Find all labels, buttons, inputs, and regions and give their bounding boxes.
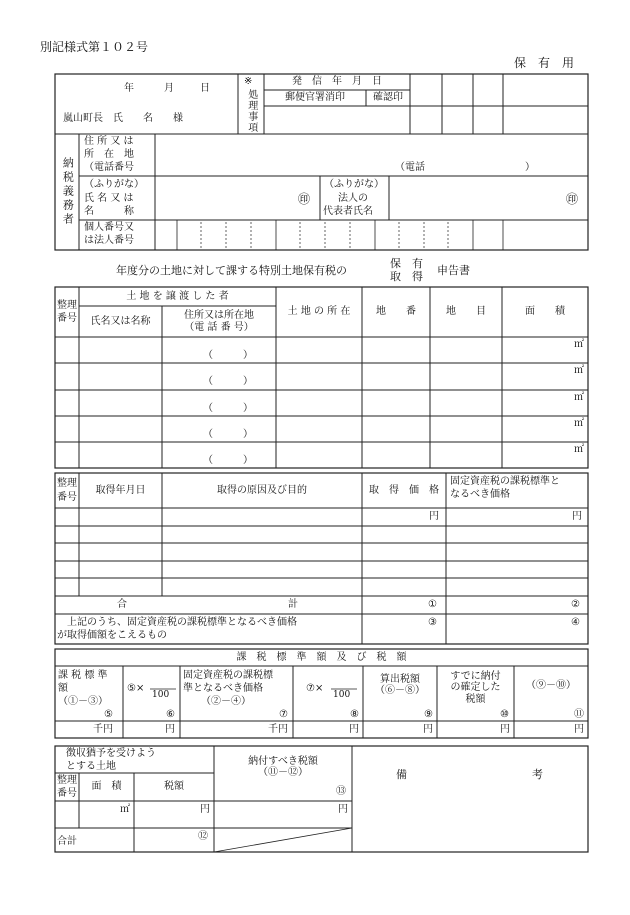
- num-5: ⑤: [104, 709, 113, 720]
- form-number: 別記様式第１０２号: [40, 40, 149, 54]
- title-alt-bottom: 取 得: [390, 270, 423, 283]
- bottom-yen-unit: 円: [200, 804, 210, 815]
- phone-paren: （ ）: [203, 350, 253, 361]
- seal-mark-2: ㊞: [566, 192, 579, 206]
- name-label-2: 名 称: [84, 206, 134, 217]
- send-date-label: 発 信 年 月 日: [292, 76, 382, 88]
- phone-paren: （ ）: [203, 403, 253, 414]
- num-9: ⑨: [424, 709, 433, 720]
- confirm-label: 確認印: [373, 92, 403, 104]
- title-suffix: 申告書: [437, 264, 470, 277]
- area-unit: ㎡: [574, 339, 584, 350]
- num-8: ⑧: [350, 709, 359, 720]
- transferor-address-header: 住所又は所在地 （電 話 番 号）: [184, 310, 254, 333]
- area-unit: ㎡: [574, 392, 584, 403]
- taxpayer-label: 納税義務者: [61, 157, 75, 227]
- copy-label: 保 有 用: [514, 56, 575, 70]
- num-13: ⑬: [336, 786, 346, 797]
- title-prefix: 年度分の土地に対して課する特別土地保有税の: [116, 264, 347, 277]
- day-label: 日: [200, 83, 210, 94]
- corp-furigana-label: （ふりがな）: [324, 179, 384, 190]
- seal-mark: ㊞: [298, 192, 311, 206]
- senen-unit: 千円: [93, 724, 113, 735]
- num-11: ⑪: [574, 709, 584, 720]
- location-header: 土 地 の 所 在: [287, 306, 351, 318]
- calc-tax-header: 算出税額 （⑥－⑧）: [375, 673, 425, 696]
- payable-yen-unit: 円: [338, 804, 348, 815]
- payable-tax-header: 納付すべき税額 （⑪－⑫）: [248, 755, 318, 778]
- bottom-tax-header: 税額: [164, 781, 184, 793]
- circled-4: ④: [571, 617, 580, 628]
- std-amount-header: 課 税 標 準 額 （①－③）: [58, 670, 108, 707]
- remarks-right: 考: [532, 768, 543, 781]
- lot-header: 地 番: [376, 306, 416, 318]
- calc-heading: 課 税 標 準 額 及 び 税 額: [236, 651, 407, 663]
- yen-unit: 円: [429, 511, 439, 522]
- hundred-7: 100: [333, 690, 351, 700]
- num-12: ⑫: [198, 831, 208, 842]
- proc-label: 処理事項: [245, 89, 257, 133]
- circled-1: ①: [428, 599, 437, 610]
- fixed-value-header: 固定資産税の課税標 準となるべき価格 （②－④）: [183, 670, 273, 707]
- rate-7: ⑦×: [306, 683, 324, 694]
- area-header: 面 積: [525, 306, 565, 318]
- exceed-text-1: 上記のうち、固定資産税の課税標準となるべき価格: [67, 617, 297, 628]
- bottom-no-header: 整理番号: [57, 775, 77, 799]
- circled-3: ③: [428, 617, 437, 628]
- yen-unit: 円: [349, 724, 359, 735]
- std-value-header: 固定資産税の課税標準と なるべき価格: [450, 476, 560, 500]
- recipient: 嵐山町長 氏 名 様: [63, 113, 183, 124]
- total-right: 計: [288, 599, 298, 610]
- yen-unit: 円: [574, 724, 584, 735]
- diff-header: （⑨－⑩）: [526, 680, 576, 692]
- address-label-3: （電話番号: [84, 162, 134, 173]
- remarks-left: 備: [396, 768, 407, 781]
- paid-tax-header: すでに納付 の確定した 税額: [450, 670, 501, 705]
- acq-date-header: 取得年月日: [95, 484, 146, 496]
- senen-unit: 千円: [268, 724, 288, 735]
- bottom-area-header: 面 積: [91, 781, 122, 793]
- acq-price-header: 取 得 価 格: [369, 484, 439, 496]
- category-header: 地 目: [446, 306, 486, 318]
- phone-paren: （ ）: [203, 429, 253, 440]
- postmark-label: 郵便官署消印: [285, 92, 345, 104]
- yen-unit: 円: [572, 511, 582, 522]
- area-unit: ㎡: [574, 418, 584, 429]
- yen-unit: 円: [165, 724, 175, 735]
- furigana-label: （ふりがな）: [84, 179, 144, 190]
- yen-unit: 円: [500, 724, 510, 735]
- yen-unit: 円: [423, 724, 433, 735]
- rate-5: ⑤×: [127, 683, 145, 694]
- phone-field[interactable]: （電話 ）: [395, 162, 535, 173]
- area-unit: ㎡: [574, 365, 584, 376]
- num-6: ⑥: [166, 709, 175, 720]
- num-7: ⑦: [279, 709, 288, 720]
- phone-paren: （ ）: [203, 376, 253, 387]
- bottom-m2-unit: ㎡: [120, 804, 130, 815]
- transferor-name-header: 氏名又は名称: [90, 315, 151, 327]
- transferor-header: 土 地 を 譲 渡 し た 者: [126, 290, 229, 302]
- address-label-1: 住 所 又 は: [84, 136, 134, 147]
- month-label: 月: [164, 83, 174, 94]
- acq-cause-header: 取得の原因及び目的: [217, 484, 307, 496]
- corp-label-2: 代表者氏名: [323, 206, 373, 217]
- address-label-2: 所 在 地: [84, 149, 134, 160]
- name-label-1: 氏 名 又 は: [84, 193, 134, 204]
- deferral-header: 徴収猶予を受けよう とする土地: [66, 748, 156, 772]
- total-label: 合計: [57, 836, 77, 847]
- total-left: 合: [117, 599, 127, 610]
- transfer-no-header: 整理番号: [57, 299, 77, 324]
- year-label: 年: [124, 83, 134, 94]
- exceed-text-2: が取得価額をこえるもの: [57, 630, 167, 641]
- phone-paren: （ ）: [203, 455, 253, 466]
- proc-mark: ※: [244, 76, 253, 87]
- title-alt-top: 保 有: [390, 257, 423, 270]
- hundred-5: 100: [152, 690, 170, 700]
- circled-2: ②: [571, 599, 580, 610]
- corp-label-1: 法人の: [338, 193, 368, 204]
- num-10: ⑩: [500, 709, 509, 720]
- acq-no-header: 整理番号: [57, 478, 77, 503]
- area-unit: ㎡: [574, 444, 584, 455]
- id-label-2: は法人番号: [84, 235, 134, 246]
- id-label-1: 個人番号又: [84, 222, 134, 233]
